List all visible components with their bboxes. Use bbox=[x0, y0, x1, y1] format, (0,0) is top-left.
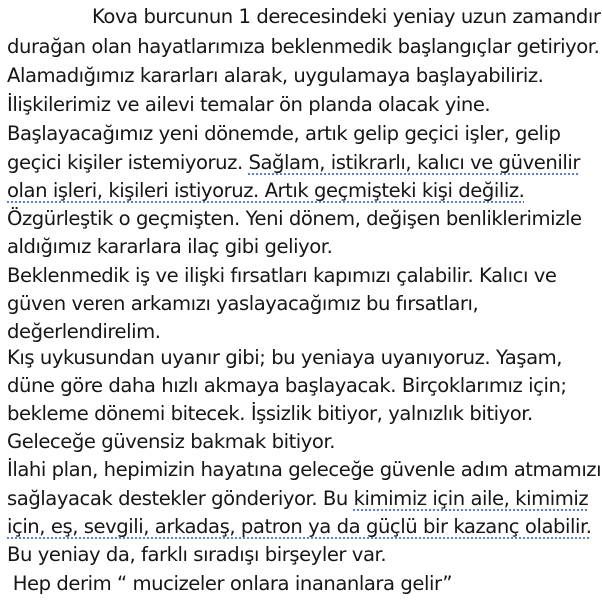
line-text: Bu yeniay da, farklı sıradışı birşeyler var. bbox=[7, 543, 387, 566]
line-text: Beklenmedik iş ve ilişki fırsatları kapımızı çalabilir. Kalıcı ve bbox=[7, 264, 557, 287]
line-text: Hep derim “ mucizeler onlara inananlara gelir” bbox=[7, 572, 453, 595]
line-text: aldığımız kararlara ilaç gibi geliyor. bbox=[7, 235, 333, 258]
line-text: Kış uykusundan uyanır gibi; bu yeniaya uyanıyoruz. Yaşam, bbox=[7, 346, 563, 369]
text-line bbox=[7, 120, 561, 147]
line-text: Alamadığımız kararları alarak, uygulamaya başlayabiliriz. bbox=[7, 64, 544, 87]
text-line bbox=[7, 485, 588, 512]
line-text: İlahi plan, hepimizin hayatına geleceğe güvenle adım atmamızı bbox=[7, 458, 602, 481]
text-line bbox=[7, 400, 533, 427]
text-line bbox=[7, 513, 592, 540]
text-line bbox=[7, 456, 601, 483]
text-line bbox=[7, 428, 335, 455]
line-text: Özgürleştik o geçmişten. Yeni dönem, değişen benliklerimizle bbox=[7, 207, 582, 230]
line-text: Geleceğe güvensiz bakmak bitiyor. bbox=[7, 430, 336, 453]
line-text: değerlendirelim. bbox=[7, 320, 161, 343]
text-line bbox=[7, 344, 562, 371]
text-line bbox=[7, 372, 567, 399]
text-line bbox=[7, 541, 386, 568]
dotted-underlined-text: Sağlam, istikrarlı, kalıcı ve güvenilir bbox=[248, 151, 580, 174]
line-text: bekleme dönemi bitecek. İşsizlik bitiyor, yalnızlık bitiyor. bbox=[7, 402, 533, 425]
line-text: geçici kişiler istemiyoruz. bbox=[7, 151, 249, 174]
text-line bbox=[7, 570, 452, 597]
text-line bbox=[7, 33, 599, 60]
text-line bbox=[7, 91, 490, 118]
dotted-underlined-text: için, eş, sevgili, arkadaş, patron ya da güçlü bir kazanç olabilir. bbox=[7, 515, 592, 538]
text-line bbox=[92, 3, 600, 30]
text-line bbox=[7, 205, 582, 232]
text-line bbox=[7, 233, 332, 260]
text-line bbox=[7, 177, 524, 204]
dotted-underlined-text: kimimiz için aile, kimimiz bbox=[353, 487, 589, 510]
line-text: İlişkilerimiz ve ailevi temalar ön planda olacak yine. bbox=[7, 93, 491, 116]
text-line bbox=[7, 290, 478, 317]
line-text: Kova burcunun 1 derecesindeki yeniay uzun zamandır bbox=[92, 5, 601, 28]
text-line bbox=[7, 262, 556, 289]
text-line bbox=[7, 62, 543, 89]
line-text: güven veren arkamızı yaslayacağımız bu fırsatları, bbox=[7, 292, 479, 315]
text-line bbox=[7, 149, 580, 176]
line-text: Başlayacağımız yeni dönemde, artık gelip geçici işler, gelip bbox=[7, 122, 561, 145]
line-text: sağlayacak destekler gönderiyor. Bu bbox=[7, 487, 354, 510]
line-text: düne göre daha hızlı akmaya başlayacak. Birçoklarımız için; bbox=[7, 374, 567, 397]
dotted-underlined-text: olan işleri, kişileri istiyoruz. Artık geçmişteki kişi değiliz. bbox=[7, 179, 525, 202]
line-text: durağan olan hayatlarımıza beklenmedik başlangıçlar getiriyor. bbox=[7, 35, 600, 58]
text-line bbox=[7, 318, 161, 345]
